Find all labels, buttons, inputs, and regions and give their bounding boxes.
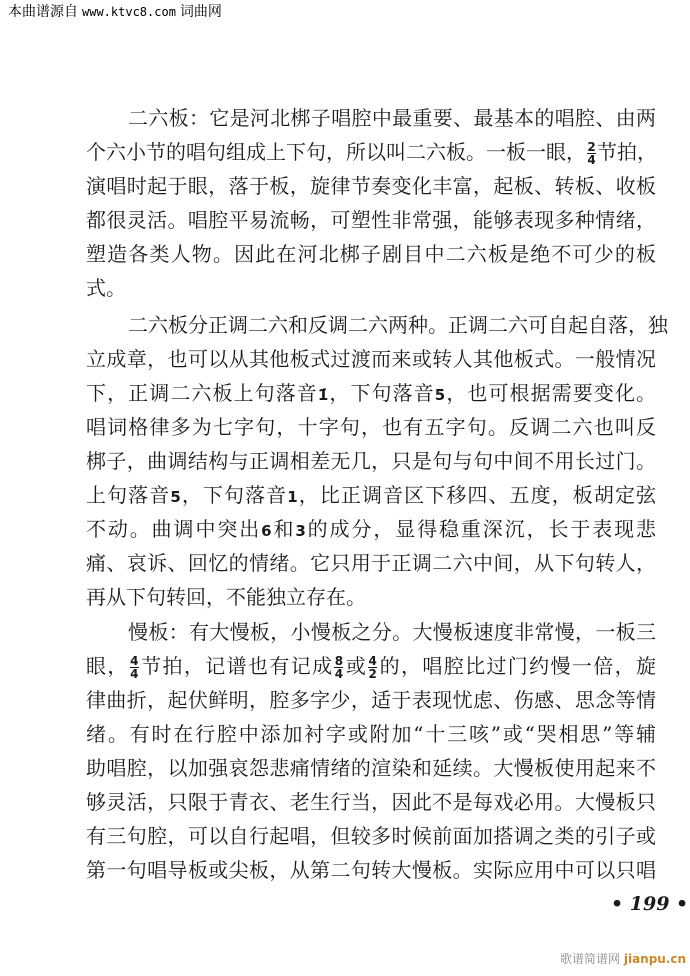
text-line bbox=[86, 135, 656, 169]
time-signature-denominator: 4 bbox=[587, 153, 596, 167]
text-line bbox=[86, 853, 656, 887]
text-line bbox=[86, 237, 656, 271]
text-segment: 二六板分正调二六和反调二六两种。正调二六可自起自落，独 bbox=[128, 313, 668, 337]
time-signature bbox=[334, 655, 343, 680]
time-signature-numerator: 8 bbox=[334, 654, 344, 668]
text-segment: 不动。曲调中突出 bbox=[86, 517, 262, 541]
text-segment: 的，唱腔比过门约慢一倍，旋 bbox=[378, 654, 657, 678]
text-line bbox=[86, 649, 656, 683]
note-number: 5 bbox=[170, 488, 181, 506]
note-number: 1̇ bbox=[317, 386, 329, 404]
watermark bbox=[560, 950, 686, 967]
text-line bbox=[86, 683, 656, 717]
text-segment: 式。 bbox=[86, 276, 126, 300]
text-line bbox=[86, 308, 668, 342]
text-segment: 慢板：有大慢板，小慢板之分。大慢板速度非常慢，一板三 bbox=[128, 620, 656, 644]
text-line bbox=[86, 819, 656, 853]
header-suffix: 词曲网 bbox=[179, 4, 222, 20]
time-signature-denominator: 4 bbox=[130, 667, 139, 681]
paragraph-zhengdiao-fandiao bbox=[86, 308, 668, 614]
header-prefix: 本曲谱源自 bbox=[8, 4, 78, 20]
text-segment: 第一句唱导板或尖板，从第二句转大慢板。实际应用中可以只唱 bbox=[86, 858, 656, 882]
text-segment: 节拍，记谱也有记成 bbox=[139, 654, 334, 678]
text-segment: 上句落音 bbox=[86, 483, 171, 507]
text-segment: ，比正调音区下移四、五度，板胡定弦 bbox=[297, 483, 657, 507]
time-signature bbox=[368, 655, 377, 680]
time-signature-denominator: 2 bbox=[368, 667, 377, 681]
text-segment: 都很灵活。唱腔平易流畅，可塑性非常强，能够表现多种情绪， bbox=[86, 208, 656, 232]
text-line bbox=[86, 580, 656, 614]
text-segment: 演唱时起于眼，落于板，旋律节奏变化丰富，起板、转板、收板 bbox=[86, 174, 656, 198]
header-url[interactable]: www.ktvc8.com bbox=[82, 5, 176, 19]
note-number: 1 bbox=[287, 488, 298, 506]
text-segment: 二六板：它是河北梆子唱腔中最重要、最基本的唱腔、由两 bbox=[128, 106, 656, 130]
text-segment: 和 bbox=[271, 517, 296, 541]
note-number: 6 bbox=[261, 522, 272, 540]
time-signature-numerator: 4 bbox=[130, 654, 139, 668]
text-line bbox=[86, 271, 656, 305]
time-signature bbox=[587, 141, 596, 166]
text-line bbox=[86, 376, 656, 410]
text-line bbox=[86, 342, 656, 376]
text-segment: 唱词格律多为七字句，十字句，也有五字句。反调二六也叫反 bbox=[86, 415, 656, 439]
time-signature bbox=[130, 655, 139, 680]
text-line bbox=[86, 717, 656, 751]
text-line bbox=[86, 410, 656, 444]
text-line bbox=[86, 785, 656, 819]
text-line bbox=[86, 203, 656, 237]
text-segment: 梆子，曲调结构与正调相差无几，只是句与句中间不用长过门。 bbox=[86, 449, 656, 473]
text-segment: 塑造各类人物。因此在河北梆子剧目中二六板是绝不可少的板 bbox=[86, 242, 656, 266]
time-signature-denominator: 4 bbox=[334, 667, 344, 681]
text-line bbox=[86, 512, 656, 546]
time-signature-numerator: 2 bbox=[587, 140, 596, 154]
text-segment: 够灵活，只限于青衣、老生行当，因此不是每戏必用。大慢板只 bbox=[86, 790, 656, 814]
text-segment: 的成分，显得稳重深沉，长于表现悲 bbox=[305, 517, 657, 541]
time-signature-numerator: 4 bbox=[368, 654, 377, 668]
text-segment: 绪。有时在行腔中添加衬字或附加“十三咳”或“哭相思”等辅 bbox=[86, 722, 656, 746]
text-line bbox=[86, 444, 656, 478]
text-segment: 有三句腔，可以自行起唱，但较多时候前面加搭调之类的引子或 bbox=[86, 824, 656, 848]
text-segment: 律曲折，起伏鲜明，腔多字少，适于表现忧虑、伤感、思念等情 bbox=[86, 688, 656, 712]
text-segment: 立成章，也可以从其他板式过渡而来或转人其他板式。一般情况 bbox=[86, 347, 656, 371]
text-segment: 痛、哀诉、回忆的情绪。它只用于正调二六中间，从下句转人， bbox=[86, 551, 656, 575]
note-number: 5 bbox=[434, 386, 446, 404]
text-segment: 再从下句转回，不能独立存在。 bbox=[86, 585, 366, 609]
source-header bbox=[8, 1, 222, 21]
text-segment: 下，正调二六板上句落音 bbox=[86, 381, 318, 405]
watermark-url: jianpu.cn bbox=[623, 952, 687, 966]
text-segment: 节拍， bbox=[597, 140, 657, 164]
text-segment: 助唱腔，以加强哀怨悲痛情绪的渲染和延续。大慢板使用起来不 bbox=[86, 756, 656, 780]
text-segment: 眼， bbox=[86, 654, 129, 678]
note-number: 3 bbox=[295, 522, 306, 540]
paragraph-manban bbox=[86, 615, 656, 887]
watermark-text: 歌谱简谱网 bbox=[560, 952, 621, 966]
text-line bbox=[86, 101, 656, 135]
text-segment: ，下句落音 bbox=[328, 381, 435, 405]
text-line bbox=[86, 546, 656, 580]
text-segment: 个六小节的唱句组成上下句，所以叫二六板。一板一眼， bbox=[86, 140, 586, 164]
text-line bbox=[86, 615, 656, 649]
text-segment: 或 bbox=[344, 654, 368, 678]
text-segment: ，下句落音 bbox=[180, 483, 288, 507]
page-number: • 199 • bbox=[611, 893, 689, 915]
text-segment: ，也可根据需要变化。 bbox=[445, 381, 657, 405]
text-line bbox=[86, 169, 656, 203]
paragraph-erliuban bbox=[86, 101, 656, 305]
text-line bbox=[86, 478, 656, 512]
text-line bbox=[86, 751, 656, 785]
